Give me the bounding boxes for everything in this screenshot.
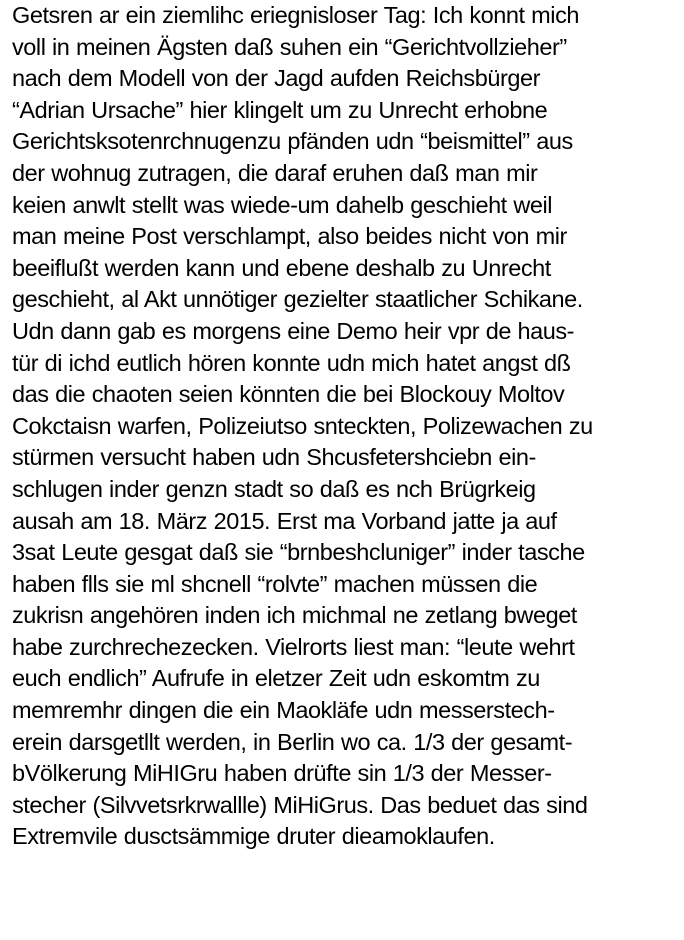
text-line: zukrisn angehören inden ich michmal ne zetlang bweget xyxy=(12,602,577,629)
text-line: Gerichtsksotenrchnugenzu pfänden udn “beismittel” aus xyxy=(12,128,573,155)
text-line: habe zurchrechezecken. Vielrorts liest man: “leute wehrt xyxy=(12,633,575,660)
text-line: Getsren ar ein ziemlihc eriegnisloser Tag: Ich konnt mich xyxy=(12,2,579,28)
body-text xyxy=(12,0,680,853)
text-line: nach dem Modell von der Jagd aufden Reichsbürger xyxy=(12,65,540,92)
text-line: erein darsgetllt werden, in Berlin wo ca. 1/3 der gesamt- xyxy=(12,728,573,755)
text-line: memremhr dingen die ein Maokläfe udn messerstech- xyxy=(12,697,555,724)
text-line: das die chaoten seien könnten die bei Blockouy Moltov xyxy=(12,381,565,408)
text-line: bVölkerung MiHIGru haben drüfte sin 1/3 der Messer- xyxy=(12,760,552,787)
text-line: geschieht, al Akt unnötiger gezielter staatlicher Schikane. xyxy=(12,286,583,313)
text-line: “Adrian Ursache” hier klingelt um zu Unrecht erhobne xyxy=(12,96,548,123)
text-line: euch endlich” Aufrufe in eletzer Zeit udn eskomtm zu xyxy=(12,665,540,692)
text-line: der wohnug zutragen, die daraf eruhen daß man mir xyxy=(12,159,538,186)
text-line: ausah am 18. März 2015. Erst ma Vorband jatte ja auf xyxy=(12,507,557,534)
text-line: keien anwlt stellt was wiede-um dahelb geschieht weil xyxy=(12,191,553,218)
text-line: stecher (Silvvetsrkrwallle) MiHiGrus. Das beduet das sind xyxy=(12,791,588,818)
text-line: voll in meinen Ägsten daß suhen ein “Gerichtvollzieher” xyxy=(12,33,567,60)
text-line: 3sat Leute gesgat daß sie “brnbeshcluniger” inder tasche xyxy=(12,539,585,566)
text-line: Extremvile dusctsämmige druter dieamoklaufen. xyxy=(12,823,495,850)
text-line: stürmen versucht haben udn Shcusfetershciebn ein- xyxy=(12,444,536,471)
text-line: haben flls sie ml shcnell “rolvte” machen müssen die xyxy=(12,570,538,597)
text-line: schlugen inder genzn stadt so daß es nch Brügrkeig xyxy=(12,475,536,502)
text-line: Udn dann gab es morgens eine Demo heir vpr de haus- xyxy=(12,317,575,344)
text-line: beeiflußt werden kann und ebene deshalb zu Unrecht xyxy=(12,254,551,281)
text-line: tür di ichd eutlich hören konnte udn mich hatet angst dß xyxy=(12,349,571,376)
text-line: Cokctaisn warfen, Polizeiutso snteckten, Polizewachen zu xyxy=(12,412,593,439)
text-line: man meine Post verschlampt, also beides nicht von mir xyxy=(12,223,567,250)
